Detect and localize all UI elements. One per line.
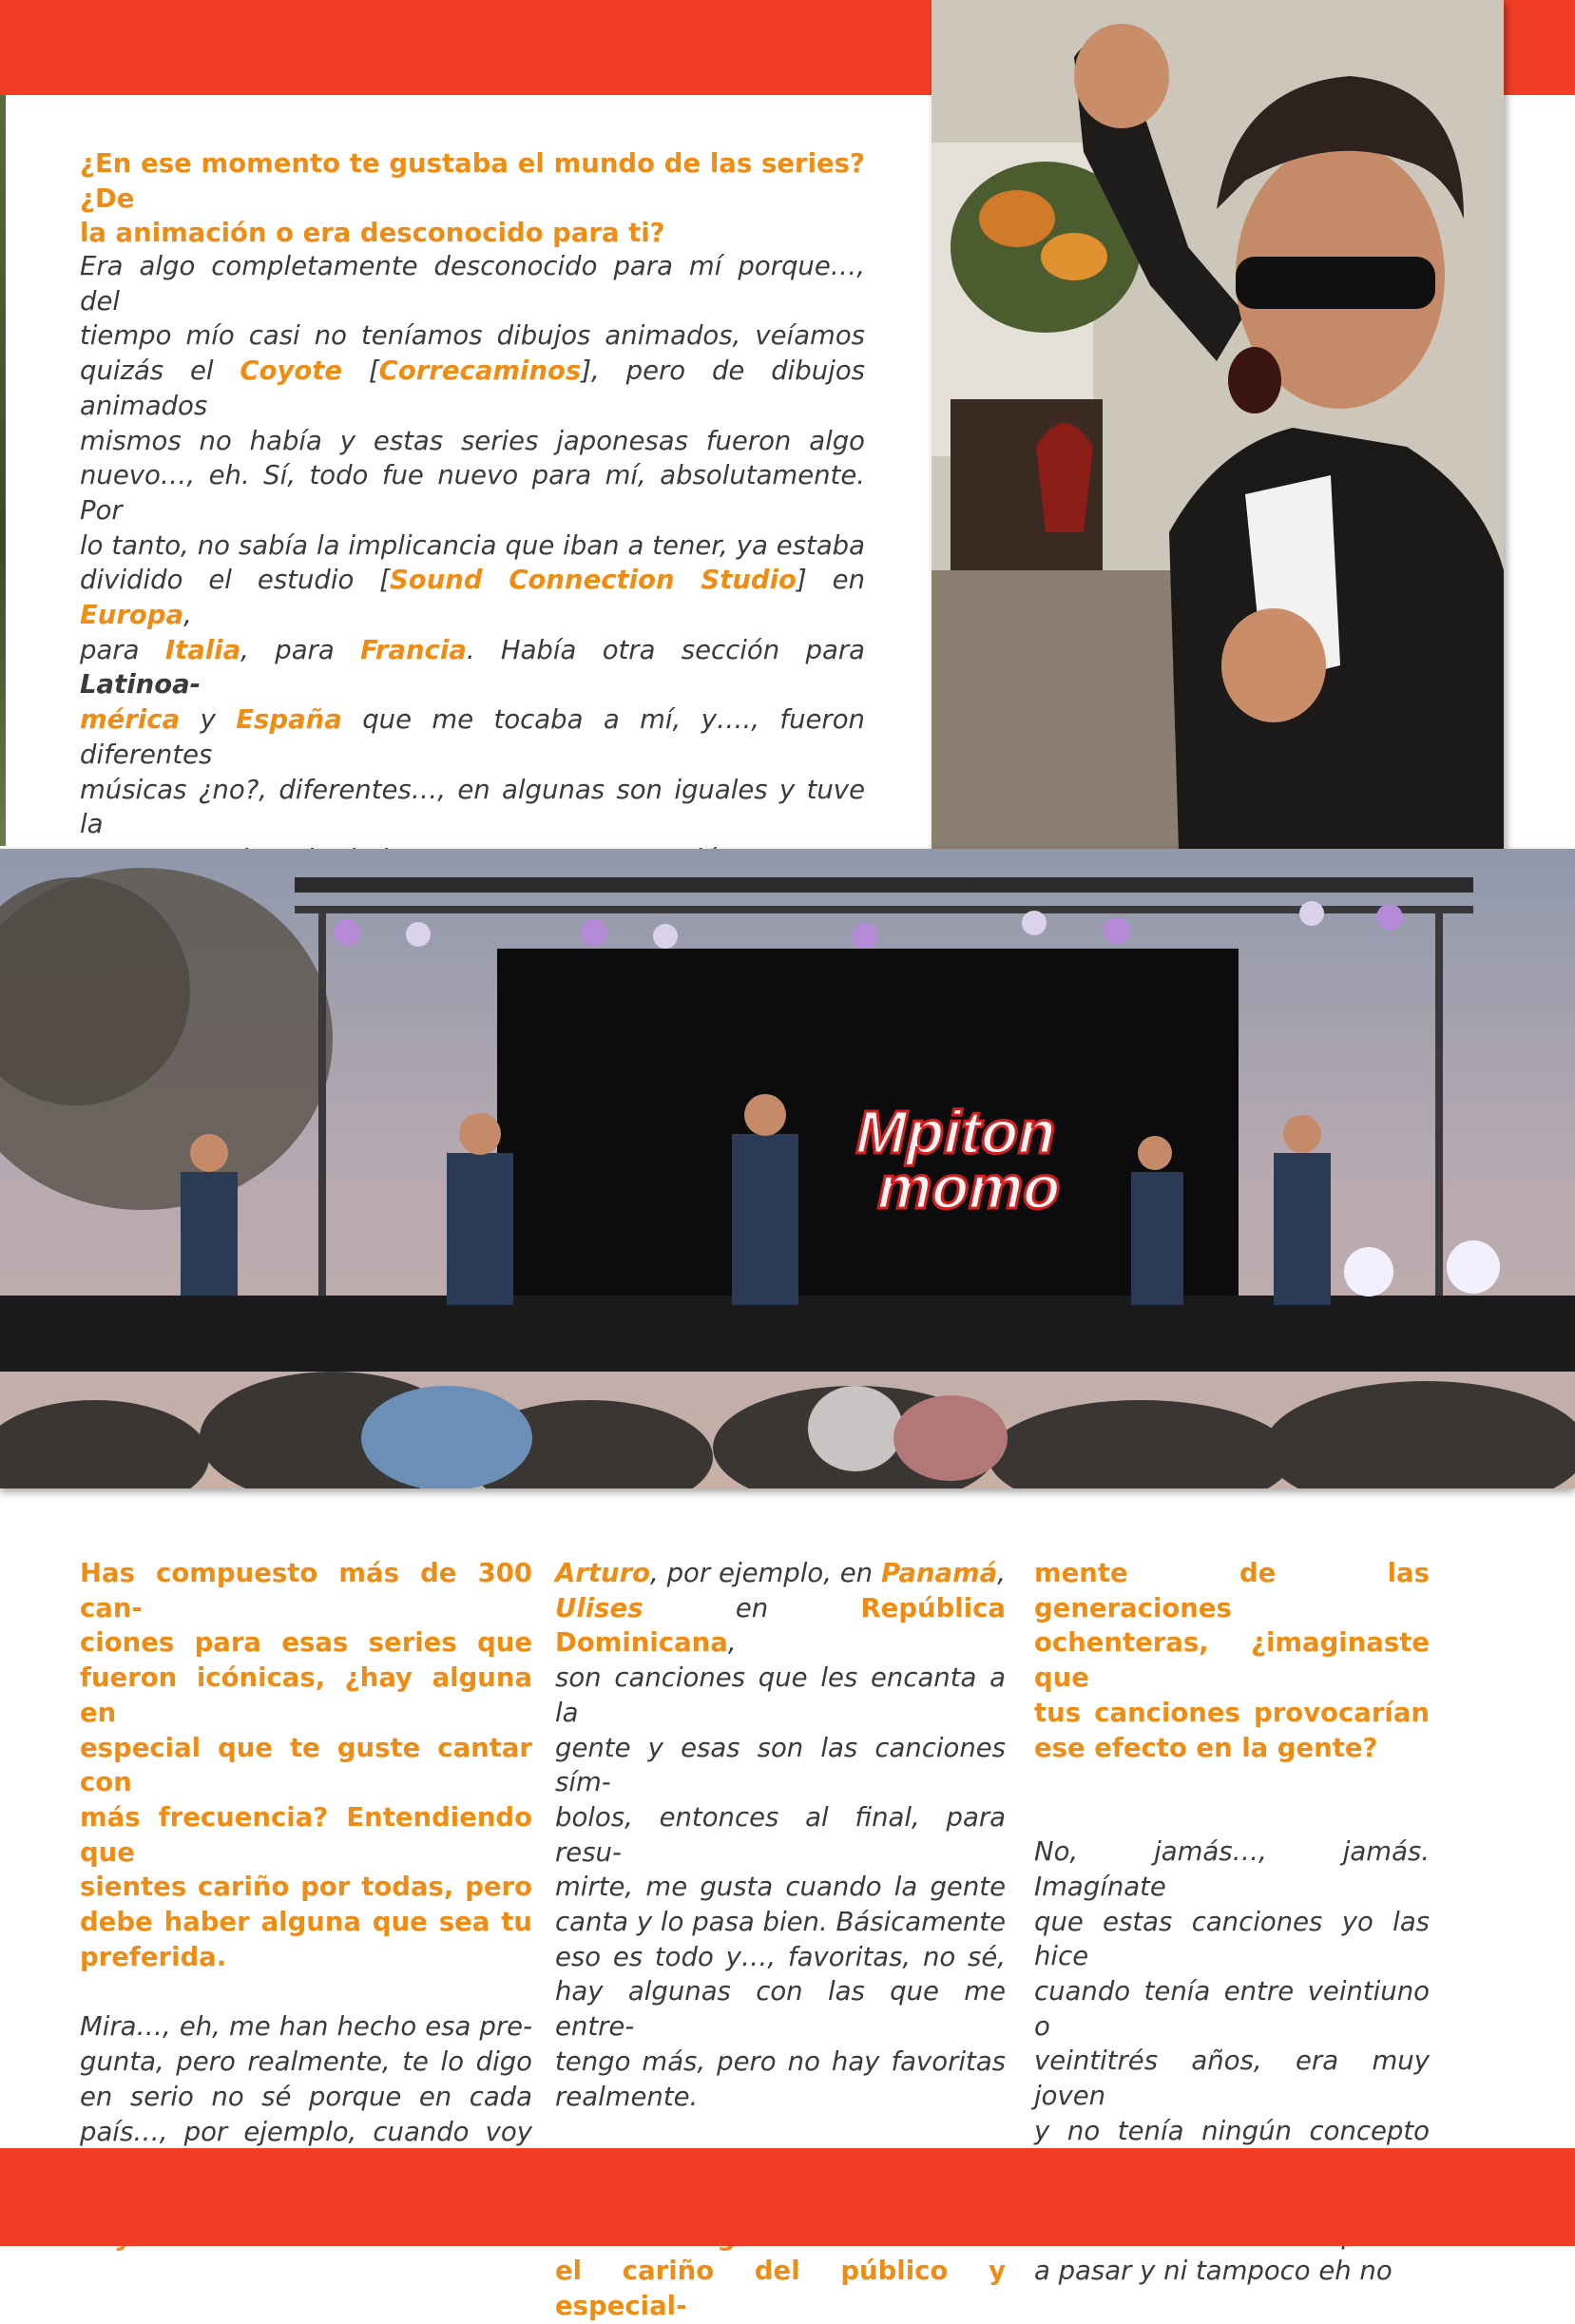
highlighted-term: República Dominicana [555, 1592, 1006, 1659]
answer-line [80, 633, 865, 702]
question-line: sientes cariño por todas, pero [80, 1872, 532, 1903]
top-question-line: la animación o era desconocido para ti? [80, 218, 665, 249]
highlighted-term: Francia [360, 634, 467, 665]
answer-line [1034, 2254, 1430, 2289]
answer-line [555, 1800, 1006, 1870]
answer-text: canta y lo pasa bien. Básicamente [555, 1907, 1006, 1938]
question-line: ese efecto en la gente? [1034, 1732, 1378, 1763]
question-line: fueron icónicas, ¿hay alguna en [80, 1662, 532, 1728]
answer-text: son canciones que les encanta a la [555, 1662, 1006, 1728]
answer-text: nuevo…, eh. Sí, todo fue nuevo para mí, absolutamente. Por [80, 460, 865, 526]
answer-text: realmente. [555, 2081, 699, 2112]
answer-line [80, 528, 865, 564]
highlighted-term: mérica [80, 704, 181, 736]
answer-text: en serio no sé porque en cada [80, 2081, 532, 2112]
question-line: más frecuencia? Entendiendo que [80, 1801, 532, 1868]
bold-term: Latinoa- [80, 669, 202, 701]
answer-text: eso es todo y…, favoritas, no sé, [555, 1941, 1006, 1972]
answer-line [555, 1905, 1006, 1940]
answer-line [80, 563, 865, 632]
portrait-photo [932, 0, 1504, 849]
answer-line [80, 2009, 532, 2045]
highlighted-term: Ulises [555, 1592, 643, 1623]
highlighted-term: Correcaminos [378, 355, 582, 387]
question-line: debe haber alguna que sea tu [80, 1907, 532, 1938]
concert-photo-illustration [0, 849, 1575, 1489]
question-line: tus canciones provocarían [1034, 1697, 1430, 1728]
answer-text: ] en [796, 565, 865, 596]
answer-text: , [183, 600, 192, 631]
answer-line [1034, 1974, 1430, 2044]
answer-text: No, jamás…, jamás. Imagínate [1034, 1836, 1430, 1902]
answer-text: , [997, 1558, 1006, 1588]
answer-text: país…, por ejemplo, cuando voy [80, 2116, 532, 2147]
answer-line [80, 318, 865, 354]
answer-line [555, 1591, 1006, 1661]
answer-line [80, 354, 865, 423]
answer-line [1034, 1834, 1430, 1904]
answer-text: gunta, pero realmente, te lo digo [80, 2046, 532, 2078]
column-1-question [80, 1556, 532, 1974]
answer-line [1034, 2044, 1430, 2113]
answer-text: , para [240, 634, 361, 665]
answer-text: hay algunas con las que me entre- [555, 1976, 1006, 2043]
answer-text: gente y esas son las canciones sím- [555, 1732, 1006, 1798]
column-3-question [1034, 1556, 1430, 1765]
answer-text: tengo más, pero no hay favoritas [555, 2046, 1006, 2077]
answer-line [1034, 1905, 1430, 1974]
answer-text: que estas canciones yo las hice [1034, 1906, 1430, 1972]
highlighted-term: Italia [164, 634, 241, 665]
highlighted-term: Panamá [880, 1558, 998, 1588]
answer-text: Mira…, eh, me han hecho esa pre- [80, 2011, 532, 2043]
answer-line [555, 1940, 1006, 1975]
question-line: preferida. [80, 1941, 227, 1972]
question-line: ochenteras, ¿imaginaste que [1034, 1627, 1430, 1694]
answer-line [80, 458, 865, 528]
answer-line [80, 702, 865, 772]
question-line: el cariño del público y especial- [555, 2256, 1006, 2322]
answer-text: mismos no había y estas series japonesas fueron algo [80, 425, 865, 456]
answer-text: y no tenía ningún concepto [1034, 2115, 1430, 2146]
answer-text: y [180, 704, 237, 736]
answer-line [555, 1731, 1006, 1800]
answer-text: en [643, 1592, 861, 1623]
concert-photo [0, 849, 1575, 1489]
answer-text: que me tocaba a mí, y…., fueron diferentes [80, 704, 865, 770]
bottom-red-bar [0, 2148, 1575, 2246]
answer-text: , por ejemplo, en [650, 1558, 881, 1588]
answer-line [555, 1974, 1006, 2044]
question-line: especial que te guste cantar con [80, 1732, 532, 1798]
answer-text: mirte, me gusta cuando la gente [555, 1872, 1006, 1903]
column-2-answer [555, 1556, 1006, 2114]
portrait-photo-illustration [932, 0, 1504, 849]
answer-text: músicas ¿no?, diferentes…, en algunas son iguales y tuve la [80, 774, 865, 840]
question-line: Has compuesto más de 300 can- [80, 1558, 532, 1623]
answer-line [555, 1870, 1006, 1905]
top-question-line: ¿En ese momento te gustaba el mundo de las series? ¿De [80, 148, 865, 214]
answer-text: dividido el estudio [ [80, 565, 390, 596]
screen-logo-line1: Mpiton [850, 1097, 1065, 1166]
question-line: ciones para esas series que [80, 1627, 532, 1659]
highlighted-term: España [236, 704, 342, 736]
highlighted-term: Sound Connection Studio [390, 565, 797, 596]
answer-line [80, 424, 865, 459]
answer-line [80, 2080, 532, 2115]
answer-text: cuando tenía entre veintiuno o [1034, 1976, 1430, 2042]
answer-line [80, 2045, 532, 2080]
answer-text: para [80, 634, 165, 665]
answer-line [1034, 2114, 1430, 2149]
answer-line [555, 1556, 1006, 1591]
answer-text: ], pero de dibujos animados [80, 355, 865, 421]
answer-text: lo tanto, no sabía la implicancia que iban a tener, ya estaba [80, 529, 865, 561]
answer-text: Era algo completamente desconocido para mí porque…, del [80, 251, 865, 317]
answer-line [80, 249, 865, 318]
highlighted-term: Coyote [240, 355, 343, 387]
answer-text: quizás el [80, 355, 240, 387]
question-line: mente de las generaciones [1034, 1558, 1430, 1623]
answer-line [555, 1661, 1006, 1730]
top-question [80, 146, 865, 251]
screen-logo-line2: momo [871, 1152, 1069, 1221]
answer-line [80, 2115, 532, 2150]
answer-line [80, 773, 865, 842]
answer-text: bolos, entonces al final, para resu- [555, 1801, 1006, 1868]
answer-text: , [727, 1627, 737, 1659]
answer-text: [ [342, 355, 379, 387]
answer-text: . Había otra sección para [466, 634, 865, 665]
answer-text: a pasar y ni tampoco eh no [1034, 2255, 1393, 2286]
highlighted-term: Europa [80, 600, 184, 631]
answer-line [555, 2080, 1006, 2115]
answer-text: tiempo mío casi no teníamos dibujos animados, veíamos [80, 320, 865, 352]
highlighted-term: Arturo [555, 1558, 651, 1588]
answer-line [555, 2045, 1006, 2080]
answer-text: veintitrés años, era muy joven [1034, 2046, 1430, 2112]
